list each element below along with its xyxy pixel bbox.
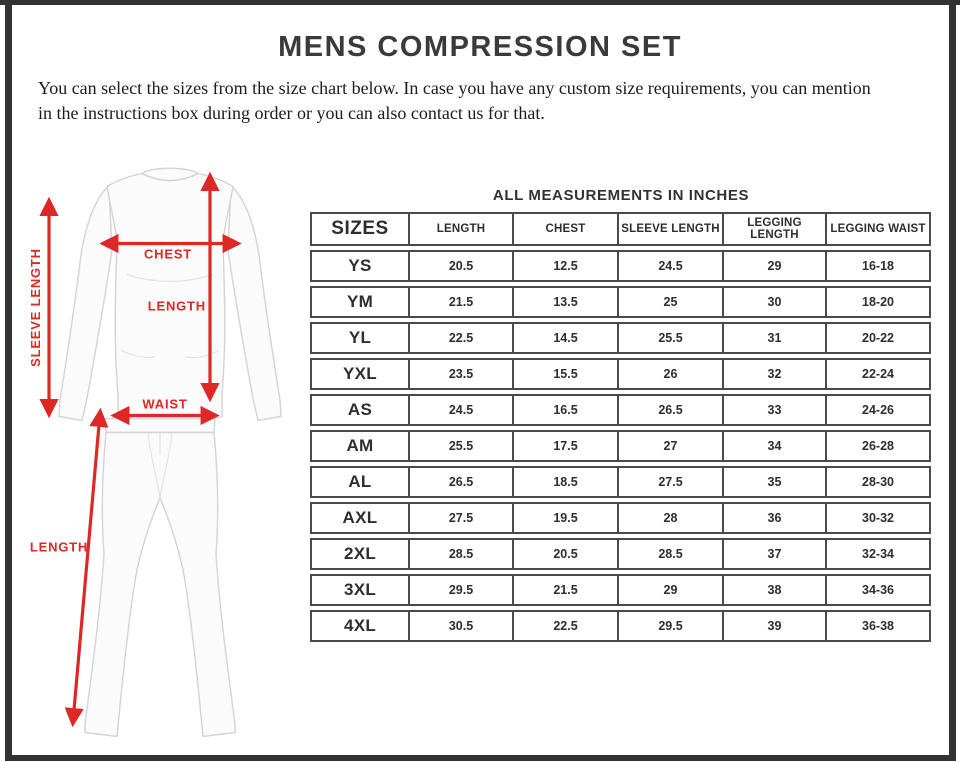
legging-length-label: LENGTH xyxy=(29,539,89,555)
shirt-length-label: LENGTH xyxy=(147,298,206,314)
value-cell: 32 xyxy=(724,358,827,390)
page-title: MENS COMPRESSION SET xyxy=(278,31,682,63)
size-cell: YS xyxy=(310,250,410,282)
description-line-2: in the instructions box during order or you can also contact us for that. xyxy=(38,103,545,123)
size-cell: YL xyxy=(310,322,410,354)
table-header-row xyxy=(310,212,931,246)
size-cell: AL xyxy=(310,466,410,498)
value-cell: 34-36 xyxy=(827,574,931,606)
size-cell: 4XL xyxy=(310,610,410,642)
value-cell: 27 xyxy=(619,430,724,462)
value-cell: 27.5 xyxy=(410,502,514,534)
size-cell: YXL xyxy=(310,358,410,390)
value-cell: 28 xyxy=(619,502,724,534)
compression-leggings-illustration xyxy=(85,419,235,737)
description-text xyxy=(38,76,928,126)
size-cell: YM xyxy=(310,286,410,318)
table-row xyxy=(310,394,931,426)
value-cell: 37 xyxy=(724,538,827,570)
table-caption: ALL MEASUREMENTS IN INCHES xyxy=(492,187,750,204)
value-cell: 20.5 xyxy=(410,250,514,282)
value-cell: 33 xyxy=(724,394,827,426)
table-body xyxy=(310,250,931,642)
value-cell: 39 xyxy=(724,610,827,642)
value-cell: 22-24 xyxy=(827,358,931,390)
value-cell: 22.5 xyxy=(514,610,619,642)
value-cell: 24-26 xyxy=(827,394,931,426)
value-cell: 28.5 xyxy=(410,538,514,570)
value-cell: 26.5 xyxy=(410,466,514,498)
value-cell: 29 xyxy=(619,574,724,606)
table-row xyxy=(310,610,931,642)
value-cell: 24.5 xyxy=(410,394,514,426)
value-cell: 36 xyxy=(724,502,827,534)
table-row xyxy=(310,502,931,534)
chest-label: CHEST xyxy=(143,246,193,262)
table-row xyxy=(310,322,931,354)
value-cell: 19.5 xyxy=(514,502,619,534)
value-cell: 18-20 xyxy=(827,286,931,318)
column-header: SLEEVE LENGTH xyxy=(619,212,724,246)
value-cell: 26-28 xyxy=(827,430,931,462)
value-cell: 18.5 xyxy=(514,466,619,498)
value-cell: 30.5 xyxy=(410,610,514,642)
size-table-container xyxy=(310,208,931,646)
garment-diagram-svg xyxy=(15,152,310,757)
table-row xyxy=(310,574,931,606)
value-cell: 31 xyxy=(724,322,827,354)
value-cell: 25.5 xyxy=(410,430,514,462)
value-cell: 32-34 xyxy=(827,538,931,570)
column-header: SIZES xyxy=(310,212,410,246)
value-cell: 21.5 xyxy=(514,574,619,606)
value-cell: 36-38 xyxy=(827,610,931,642)
table-row xyxy=(310,466,931,498)
waist-label: WAIST xyxy=(142,396,188,412)
value-cell: 20-22 xyxy=(827,322,931,354)
value-cell: 28.5 xyxy=(619,538,724,570)
table-row xyxy=(310,250,931,282)
value-cell: 12.5 xyxy=(514,250,619,282)
size-table xyxy=(310,208,931,646)
description-line-1: You can select the sizes from the size chart below. In case you have any custom size requirements, you can mention xyxy=(38,78,871,98)
value-cell: 14.5 xyxy=(514,322,619,354)
table-row xyxy=(310,538,931,570)
value-cell: 30 xyxy=(724,286,827,318)
value-cell: 17.5 xyxy=(514,430,619,462)
column-header: LEGGING LENGTH xyxy=(724,212,827,246)
value-cell: 38 xyxy=(724,574,827,606)
table-row xyxy=(310,286,931,318)
size-cell: 2XL xyxy=(310,538,410,570)
value-cell: 15.5 xyxy=(514,358,619,390)
size-cell: 3XL xyxy=(310,574,410,606)
table-row xyxy=(310,430,931,462)
value-cell: 13.5 xyxy=(514,286,619,318)
value-cell: 20.5 xyxy=(514,538,619,570)
size-cell: AM xyxy=(310,430,410,462)
value-cell: 26 xyxy=(619,358,724,390)
value-cell: 35 xyxy=(724,466,827,498)
value-cell: 34 xyxy=(724,430,827,462)
value-cell: 21.5 xyxy=(410,286,514,318)
value-cell: 25 xyxy=(619,286,724,318)
column-header: LENGTH xyxy=(410,212,514,246)
value-cell: 25.5 xyxy=(619,322,724,354)
value-cell: 28-30 xyxy=(827,466,931,498)
column-header: CHEST xyxy=(514,212,619,246)
frame-top-border xyxy=(0,0,960,5)
compression-shirt-illustration xyxy=(59,168,281,421)
value-cell: 16.5 xyxy=(514,394,619,426)
value-cell: 27.5 xyxy=(619,466,724,498)
value-cell: 29.5 xyxy=(410,574,514,606)
value-cell: 24.5 xyxy=(619,250,724,282)
size-cell: AXL xyxy=(310,502,410,534)
value-cell: 16-18 xyxy=(827,250,931,282)
table-row xyxy=(310,358,931,390)
size-cell: AS xyxy=(310,394,410,426)
value-cell: 22.5 xyxy=(410,322,514,354)
value-cell: 29.5 xyxy=(619,610,724,642)
garment-measurement-diagram xyxy=(15,152,310,757)
value-cell: 29 xyxy=(724,250,827,282)
value-cell: 23.5 xyxy=(410,358,514,390)
sleeve-length-label: SLEEVE LENGTH xyxy=(28,248,43,367)
value-cell: 30-32 xyxy=(827,502,931,534)
column-header: LEGGING WAIST xyxy=(827,212,931,246)
value-cell: 26.5 xyxy=(619,394,724,426)
